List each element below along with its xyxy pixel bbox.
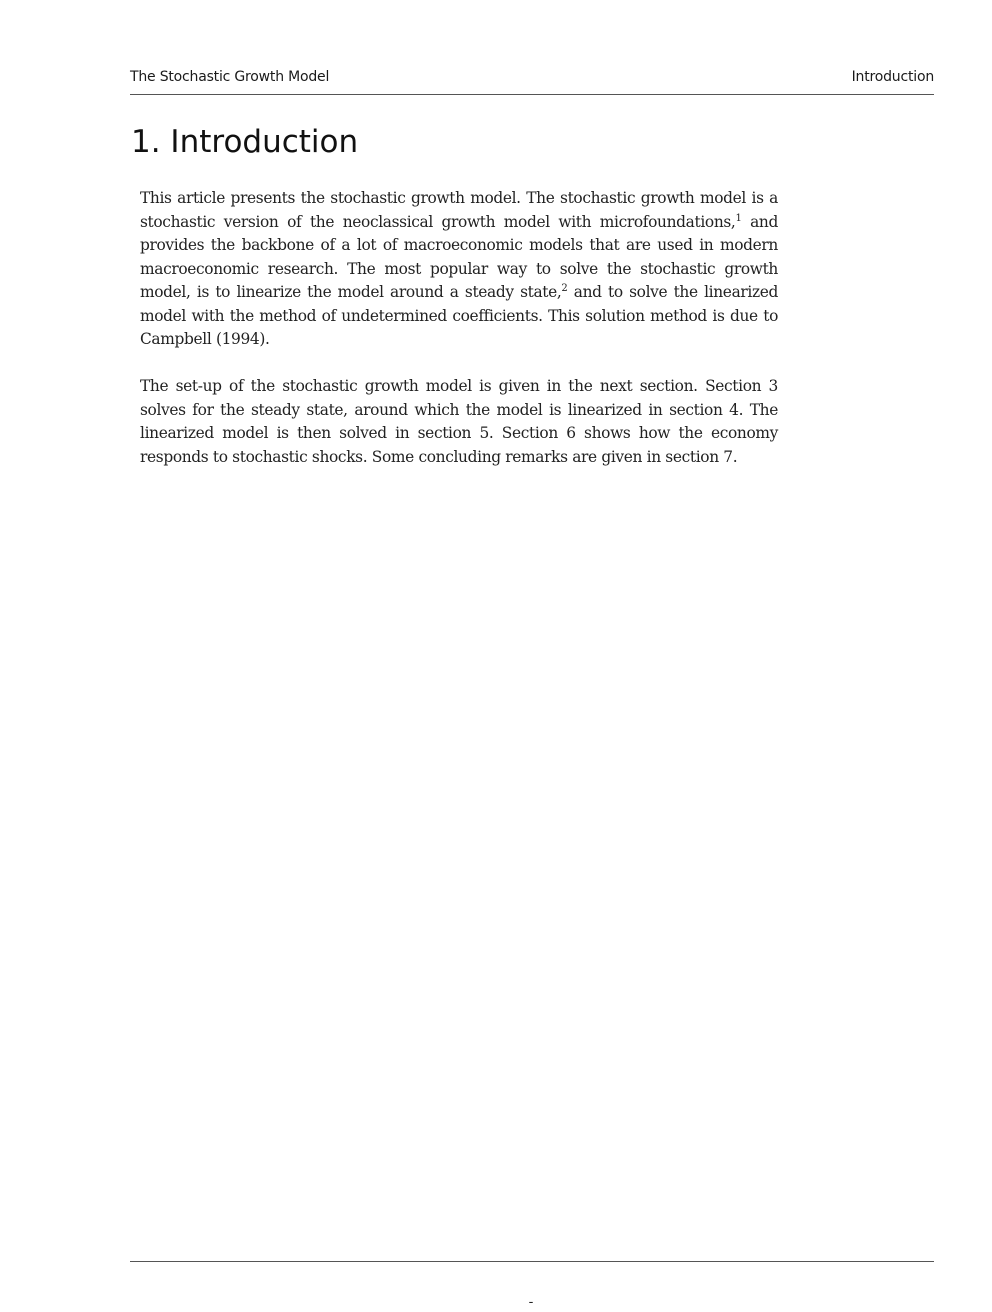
footer-rule <box>130 1261 934 1262</box>
paragraph-outline: The set-up of the stochastic growth model is given in the next section. Section 3 solves for the steady state, around which the model is linearized in section 4. The linearized model is then solved in section 5. Section 6 shows how the economy responds to stochastic shocks. Some concluding remarks are given in section 7. <box>140 377 778 466</box>
paragraph-intro-part2: and provides the backbone of a lot of macroeconomic models that are used in modern macroeconomic research. The most popular way to solve the stochastic growth model, is to linearize the model around a steady state, <box>140 212 778 301</box>
paragraph-intro <box>140 187 778 352</box>
footnote-marker-1[interactable]: 1 <box>735 212 742 224</box>
paragraph-intro-part1: This article presents the stochastic growth model. The stochastic growth model is a stochastic version of the neoclassical growth model with microfoundations, <box>140 189 778 231</box>
paragraph-intro-part3: and to solve the linearized model with the method of undetermined coefficients. This solution method is due to Campbell (1994). <box>140 283 778 348</box>
running-header <box>130 66 934 95</box>
footnote-marker-2[interactable]: 2 <box>561 283 568 294</box>
header-document-title: The Stochastic Growth Model <box>130 69 330 85</box>
section-body <box>140 187 778 493</box>
header-section-name: Introduction <box>851 69 934 85</box>
page-number: - <box>528 1294 534 1310</box>
section-title: 1. Introduction <box>131 124 359 160</box>
